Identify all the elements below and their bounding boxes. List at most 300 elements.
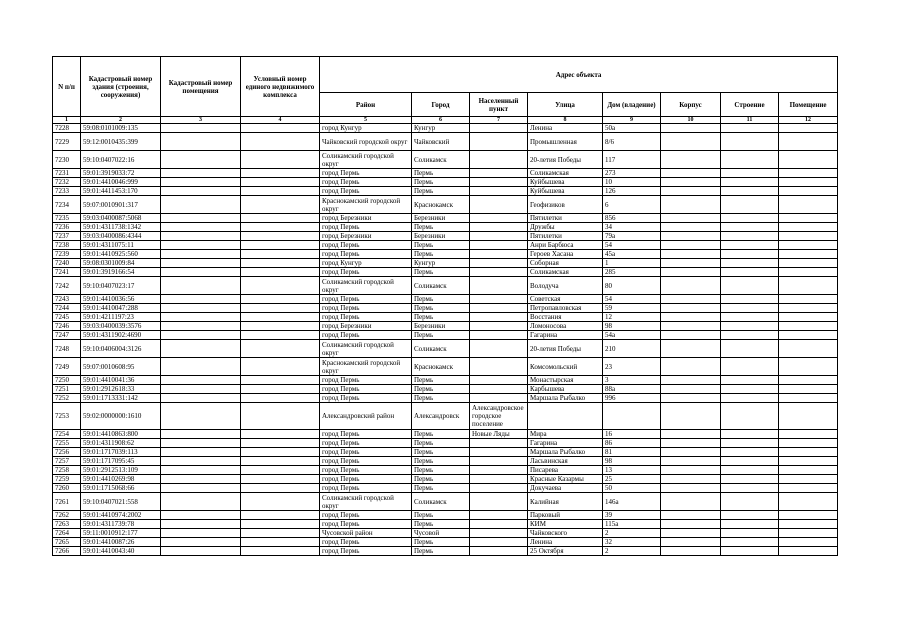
cell-street: Ласьвинская: [528, 457, 603, 466]
cell-district: город Пермь: [320, 475, 412, 484]
cell-korpus: [661, 385, 721, 394]
cell-district: город Пермь: [320, 430, 412, 439]
cell-cadastral-building: 59:03:0400086:4344: [81, 232, 161, 241]
cell-number: 7253: [53, 403, 81, 430]
cell-house: 10: [603, 178, 661, 187]
cell-settlement: [470, 223, 528, 232]
cell-stroenie: [721, 538, 779, 547]
cell-street: Ломоносова: [528, 322, 603, 331]
cell-complex-number: [241, 376, 320, 385]
cell-number: 7250: [53, 376, 81, 385]
cell-cadastral-building: 59:10:0407022:16: [81, 151, 161, 169]
table-row: [53, 430, 838, 439]
table-row: [53, 259, 838, 268]
cell-cadastral-building: 59:01:4410925:560: [81, 250, 161, 259]
cell-korpus: [661, 232, 721, 241]
col-number: 7: [470, 117, 528, 124]
cell-cadastral-room: [161, 151, 241, 169]
cell-city: Пермь: [412, 538, 470, 547]
cell-cadastral-building: 59:01:1713331:142: [81, 394, 161, 403]
cell-korpus: [661, 340, 721, 358]
cell-settlement: [470, 232, 528, 241]
cell-cadastral-room: [161, 493, 241, 511]
table-row: [53, 124, 838, 133]
col-number: 2: [81, 117, 161, 124]
cell-cadastral-room: [161, 538, 241, 547]
cell-complex-number: [241, 187, 320, 196]
cell-settlement: [470, 493, 528, 511]
cell-pomeshenie: [779, 223, 838, 232]
cell-street: Пятилетки: [528, 214, 603, 223]
cell-cadastral-building: 59:02:0000000:1610: [81, 403, 161, 430]
cell-complex-number: [241, 214, 320, 223]
cell-house: 39: [603, 511, 661, 520]
header-settlement: Населенный пункт: [470, 93, 528, 117]
cell-district: город Пермь: [320, 187, 412, 196]
cell-number: 7245: [53, 313, 81, 322]
header-district: Район: [320, 93, 412, 117]
cell-complex-number: [241, 439, 320, 448]
cell-korpus: [661, 223, 721, 232]
cell-cadastral-building: 59:01:1717095:45: [81, 457, 161, 466]
cell-cadastral-building: 59:07:0010901:317: [81, 196, 161, 214]
cell-number: 7258: [53, 466, 81, 475]
cell-district: город Пермь: [320, 304, 412, 313]
cell-number: 7243: [53, 295, 81, 304]
table-row: [53, 133, 838, 151]
cell-stroenie: [721, 268, 779, 277]
cell-complex-number: [241, 538, 320, 547]
cell-city: Кунгур: [412, 259, 470, 268]
cell-cadastral-room: [161, 178, 241, 187]
cell-pomeshenie: [779, 538, 838, 547]
cell-settlement: [470, 511, 528, 520]
cell-complex-number: [241, 232, 320, 241]
cell-complex-number: [241, 304, 320, 313]
cell-street: Комсомольский: [528, 358, 603, 376]
cell-district: город Пермь: [320, 385, 412, 394]
cell-complex-number: [241, 268, 320, 277]
cell-cadastral-room: [161, 187, 241, 196]
cell-district: город Пермь: [320, 457, 412, 466]
cell-cadastral-room: [161, 466, 241, 475]
cell-number: 7257: [53, 457, 81, 466]
cell-city: Кунгур: [412, 124, 470, 133]
cell-stroenie: [721, 448, 779, 457]
cell-cadastral-room: [161, 439, 241, 448]
table-row: [53, 466, 838, 475]
cell-cadastral-room: [161, 529, 241, 538]
cell-pomeshenie: [779, 151, 838, 169]
cell-cadastral-building: 59:01:4410863:800: [81, 430, 161, 439]
column-number-row: [53, 117, 838, 124]
cell-house: 98: [603, 457, 661, 466]
cell-cadastral-building: 59:01:4410046:999: [81, 178, 161, 187]
table-row: [53, 385, 838, 394]
cell-settlement: [470, 178, 528, 187]
col-number: 1: [53, 117, 81, 124]
cell-cadastral-building: 59:08:0301009:84: [81, 259, 161, 268]
cell-cadastral-building: 59:01:4410974:2002: [81, 511, 161, 520]
cell-stroenie: [721, 511, 779, 520]
cell-cadastral-building: 59:01:3919166:54: [81, 268, 161, 277]
cell-street: Калийная: [528, 493, 603, 511]
table-row: [53, 358, 838, 376]
cell-street: Героев Хасана: [528, 250, 603, 259]
cell-pomeshenie: [779, 394, 838, 403]
cell-city: Соликамск: [412, 340, 470, 358]
cell-house: 59: [603, 304, 661, 313]
cell-house: 45а: [603, 250, 661, 259]
cell-stroenie: [721, 187, 779, 196]
cell-house: 12: [603, 313, 661, 322]
cell-cadastral-room: [161, 484, 241, 493]
cell-city: Пермь: [412, 520, 470, 529]
cell-complex-number: [241, 133, 320, 151]
cell-korpus: [661, 448, 721, 457]
cell-pomeshenie: [779, 241, 838, 250]
cell-korpus: [661, 196, 721, 214]
cell-street: Пятилетки: [528, 232, 603, 241]
cell-complex-number: [241, 322, 320, 331]
cell-house: 2: [603, 529, 661, 538]
cell-number: 7244: [53, 304, 81, 313]
table-row: [53, 268, 838, 277]
cell-settlement: [470, 313, 528, 322]
table-row: [53, 304, 838, 313]
cell-city: Пермь: [412, 268, 470, 277]
table-row: [53, 241, 838, 250]
cell-city: Краснокамск: [412, 358, 470, 376]
cell-korpus: [661, 151, 721, 169]
cell-city: Пермь: [412, 547, 470, 556]
cell-cadastral-room: [161, 430, 241, 439]
cell-city: Соликамск: [412, 277, 470, 295]
cell-korpus: [661, 376, 721, 385]
cell-house: 3: [603, 376, 661, 385]
cell-stroenie: [721, 295, 779, 304]
cell-pomeshenie: [779, 475, 838, 484]
cell-city: Пермь: [412, 223, 470, 232]
cell-cadastral-building: 59:01:1717039:113: [81, 448, 161, 457]
cell-street: Дружбы: [528, 223, 603, 232]
cell-house: 996: [603, 394, 661, 403]
cell-korpus: [661, 394, 721, 403]
table-row: [53, 277, 838, 295]
cell-cadastral-building: 59:03:0400039:3576: [81, 322, 161, 331]
cell-number: 7264: [53, 529, 81, 538]
cell-house: 13: [603, 466, 661, 475]
col-number: 9: [603, 117, 661, 124]
cell-street: Советская: [528, 295, 603, 304]
cell-complex-number: [241, 430, 320, 439]
cell-number: 7239: [53, 250, 81, 259]
cell-pomeshenie: [779, 232, 838, 241]
cell-complex-number: [241, 448, 320, 457]
cell-stroenie: [721, 430, 779, 439]
cell-cadastral-building: 59:01:3919033:72: [81, 169, 161, 178]
cell-street: Гагарина: [528, 331, 603, 340]
cell-stroenie: [721, 313, 779, 322]
cell-house: 1: [603, 259, 661, 268]
table-row: [53, 457, 838, 466]
cell-cadastral-room: [161, 322, 241, 331]
cell-complex-number: [241, 466, 320, 475]
cell-korpus: [661, 358, 721, 376]
cell-pomeshenie: [779, 484, 838, 493]
cell-cadastral-building: 59:01:4311902:4690: [81, 331, 161, 340]
cell-house: 79а: [603, 232, 661, 241]
cell-house: 50: [603, 484, 661, 493]
cell-city: Пермь: [412, 394, 470, 403]
cell-korpus: [661, 511, 721, 520]
table-row: [53, 322, 838, 331]
cell-city: Пермь: [412, 511, 470, 520]
cell-cadastral-building: 59:01:2912513:109: [81, 466, 161, 475]
cell-settlement: [470, 259, 528, 268]
cell-street: 25 Октября: [528, 547, 603, 556]
cell-pomeshenie: [779, 313, 838, 322]
cell-street: Геофизиков: [528, 196, 603, 214]
col-number: 4: [241, 117, 320, 124]
cell-stroenie: [721, 133, 779, 151]
cell-number: 7228: [53, 124, 81, 133]
table-row: [53, 196, 838, 214]
cell-house: 50а: [603, 124, 661, 133]
cell-street: КИМ: [528, 520, 603, 529]
cell-cadastral-building: 59:01:4410047:288: [81, 304, 161, 313]
cell-settlement: [470, 322, 528, 331]
cell-city: Пермь: [412, 484, 470, 493]
cell-city: Пермь: [412, 466, 470, 475]
table-row: [53, 403, 838, 430]
cell-street: Карбышева: [528, 385, 603, 394]
cell-house: 8/6: [603, 133, 661, 151]
header-korpus: Корпус: [661, 93, 721, 117]
cell-cadastral-building: 59:01:4311739:78: [81, 520, 161, 529]
cell-house: 34: [603, 223, 661, 232]
cell-complex-number: [241, 196, 320, 214]
col-number: 6: [412, 117, 470, 124]
cell-korpus: [661, 304, 721, 313]
table-row: [53, 214, 838, 223]
cell-cadastral-building: 59:12:0010435:399: [81, 133, 161, 151]
cell-house: 54а: [603, 331, 661, 340]
cell-cadastral-room: [161, 259, 241, 268]
cell-district: город Березники: [320, 214, 412, 223]
cell-number: 7251: [53, 385, 81, 394]
cell-house: 25: [603, 475, 661, 484]
cell-settlement: [470, 448, 528, 457]
cell-house: 81: [603, 448, 661, 457]
cell-stroenie: [721, 376, 779, 385]
cell-pomeshenie: [779, 457, 838, 466]
cell-street: [528, 403, 603, 430]
cell-pomeshenie: [779, 466, 838, 475]
cell-pomeshenie: [779, 133, 838, 151]
cell-number: 7233: [53, 187, 81, 196]
cell-pomeshenie: [779, 169, 838, 178]
cell-complex-number: [241, 493, 320, 511]
header-cad-complex: Условный номер единого недвижимого комплекса: [241, 57, 320, 117]
cell-number: 7252: [53, 394, 81, 403]
cell-pomeshenie: [779, 358, 838, 376]
cell-pomeshenie: [779, 124, 838, 133]
cell-city: Пермь: [412, 385, 470, 394]
cell-pomeshenie: [779, 295, 838, 304]
cell-cadastral-room: [161, 223, 241, 232]
cell-city: Пермь: [412, 169, 470, 178]
cell-number: 7237: [53, 232, 81, 241]
cell-settlement: [470, 520, 528, 529]
header-n: N п/п: [53, 57, 81, 117]
table-row: [53, 295, 838, 304]
cell-korpus: [661, 322, 721, 331]
cell-cadastral-room: [161, 331, 241, 340]
cell-number: 7260: [53, 484, 81, 493]
cell-cadastral-building: 59:10:0406004:3126: [81, 340, 161, 358]
cell-number: 7230: [53, 151, 81, 169]
cell-complex-number: [241, 385, 320, 394]
cell-city: Пермь: [412, 295, 470, 304]
cell-korpus: [661, 277, 721, 295]
cell-settlement: [470, 133, 528, 151]
cell-pomeshenie: [779, 250, 838, 259]
cell-cadastral-building: 59:10:0407021:558: [81, 493, 161, 511]
cell-street: Ленина: [528, 124, 603, 133]
table-row: [53, 223, 838, 232]
cell-number: 7242: [53, 277, 81, 295]
table-row: [53, 547, 838, 556]
cell-street: Соликамская: [528, 268, 603, 277]
cell-pomeshenie: [779, 322, 838, 331]
cell-district: город Пермь: [320, 223, 412, 232]
cell-house: 54: [603, 295, 661, 304]
cell-street: Докучаева: [528, 484, 603, 493]
cell-number: 7232: [53, 178, 81, 187]
register-rows: [53, 124, 838, 556]
cell-korpus: [661, 124, 721, 133]
cell-district: Соликамский городской округ: [320, 151, 412, 169]
cell-house: 86: [603, 439, 661, 448]
cell-complex-number: [241, 331, 320, 340]
table-row: [53, 538, 838, 547]
table-row: [53, 376, 838, 385]
cell-settlement: [470, 466, 528, 475]
cell-korpus: [661, 529, 721, 538]
table-row: [53, 187, 838, 196]
cell-settlement: [470, 394, 528, 403]
cell-number: 7259: [53, 475, 81, 484]
cell-complex-number: [241, 529, 320, 538]
cell-complex-number: [241, 358, 320, 376]
cell-district: город Пермь: [320, 394, 412, 403]
cell-house: 146а: [603, 493, 661, 511]
cell-street: Анри Барбюса: [528, 241, 603, 250]
cell-street: Промышленная: [528, 133, 603, 151]
cell-pomeshenie: [779, 430, 838, 439]
cell-cadastral-room: [161, 403, 241, 430]
table-row: [53, 448, 838, 457]
cell-settlement: [470, 376, 528, 385]
cell-house: 856: [603, 214, 661, 223]
cell-pomeshenie: [779, 196, 838, 214]
cell-cadastral-building: 59:07:0010608:95: [81, 358, 161, 376]
cell-cadastral-room: [161, 124, 241, 133]
cell-city: Березники: [412, 322, 470, 331]
table-row: [53, 511, 838, 520]
cell-settlement: [470, 457, 528, 466]
cell-cadastral-building: 59:11:0010912:177: [81, 529, 161, 538]
cell-city: Пермь: [412, 331, 470, 340]
cell-korpus: [661, 520, 721, 529]
cell-house: 23: [603, 358, 661, 376]
table-row: [53, 313, 838, 322]
cell-number: 7247: [53, 331, 81, 340]
cell-district: город Пермь: [320, 178, 412, 187]
cell-cadastral-room: [161, 520, 241, 529]
cell-street: Мира: [528, 430, 603, 439]
cell-district: город Кунгур: [320, 259, 412, 268]
cell-pomeshenie: [779, 304, 838, 313]
cell-city: Пермь: [412, 457, 470, 466]
cell-settlement: [470, 169, 528, 178]
cell-number: 7263: [53, 520, 81, 529]
cell-stroenie: [721, 169, 779, 178]
cell-street: Красные Казармы: [528, 475, 603, 484]
cell-stroenie: [721, 178, 779, 187]
cell-stroenie: [721, 547, 779, 556]
cell-pomeshenie: [779, 178, 838, 187]
table-row: [53, 439, 838, 448]
cell-settlement: [470, 196, 528, 214]
col-number: 11: [721, 117, 779, 124]
cell-stroenie: [721, 277, 779, 295]
cell-cadastral-building: 59:10:0407023:17: [81, 277, 161, 295]
cell-city: Пермь: [412, 250, 470, 259]
cell-stroenie: [721, 520, 779, 529]
cell-number: 7256: [53, 448, 81, 457]
cell-city: Пермь: [412, 178, 470, 187]
cell-stroenie: [721, 151, 779, 169]
cell-settlement: [470, 385, 528, 394]
cell-district: Чусовской район: [320, 529, 412, 538]
cell-house: [603, 403, 661, 430]
cell-settlement: [470, 151, 528, 169]
table-row: [53, 250, 838, 259]
cell-street: Писарева: [528, 466, 603, 475]
cell-number: 7234: [53, 196, 81, 214]
cell-cadastral-building: 59:01:4211197:23: [81, 313, 161, 322]
cell-street: Петропавловская: [528, 304, 603, 313]
table-row: [53, 475, 838, 484]
cell-cadastral-building: 59:01:4311908:62: [81, 439, 161, 448]
cell-street: Гагарина: [528, 439, 603, 448]
cell-number: 7246: [53, 322, 81, 331]
cell-district: город Березники: [320, 232, 412, 241]
table-row: [53, 340, 838, 358]
cell-house: 54: [603, 241, 661, 250]
cell-number: 7231: [53, 169, 81, 178]
cell-number: 7255: [53, 439, 81, 448]
cell-city: Пермь: [412, 475, 470, 484]
cell-cadastral-room: [161, 376, 241, 385]
cell-korpus: [661, 250, 721, 259]
cell-stroenie: [721, 124, 779, 133]
cell-house: 32: [603, 538, 661, 547]
header-house: Дом (владение): [603, 93, 661, 117]
cell-settlement: [470, 340, 528, 358]
